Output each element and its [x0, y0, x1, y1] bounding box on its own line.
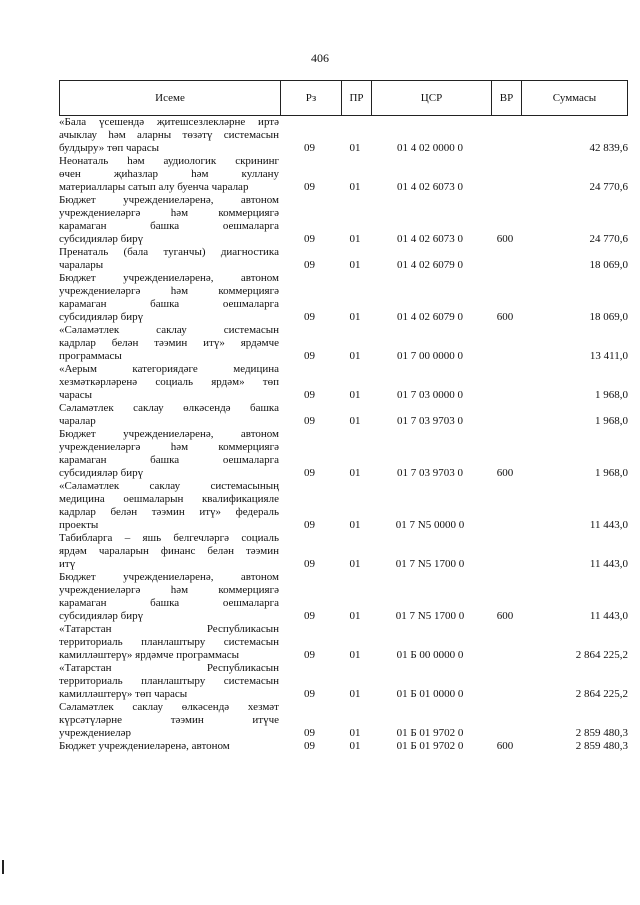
- row-name-line: программасы: [59, 350, 122, 362]
- row-name: [59, 324, 279, 363]
- row-name-line: «Сәламәтлек саклау системасының: [59, 480, 279, 492]
- row-pr: 01: [349, 519, 361, 531]
- table-body: [59, 116, 628, 753]
- row-name-line: субсидияләр бирү: [59, 467, 144, 479]
- row-rz: 09: [304, 688, 315, 700]
- row-vr: 600: [496, 610, 514, 622]
- row-name: [59, 116, 279, 155]
- row-rz: 09: [304, 350, 315, 362]
- row-pr: 01: [349, 233, 361, 245]
- table-row: [59, 740, 628, 753]
- row-rz: 09: [304, 649, 315, 661]
- row-name: [59, 701, 279, 740]
- row-csr: 01 7 N5 0000 0: [395, 519, 465, 531]
- row-name-line: Пренаталь (бала туганчы) диагностика: [59, 246, 279, 258]
- row-pr: 01: [349, 259, 361, 271]
- row-rz: 09: [304, 467, 315, 479]
- row-name-line: Табибларга – яшь белгечләргә социаль: [59, 532, 279, 544]
- row-name-line: булдыру» төп чарасы: [59, 142, 160, 154]
- row-pr: 01: [349, 350, 361, 362]
- row-name-line: учреждениеләр: [59, 727, 132, 739]
- row-pr: 01: [349, 610, 361, 622]
- row-name-line: проекты: [59, 519, 99, 531]
- row-name-line: карамаган башка оешмаларга: [59, 220, 279, 232]
- row-vr: 600: [496, 740, 514, 752]
- row-csr: 01 4 02 6079 0: [397, 311, 463, 323]
- row-name-line: итү: [59, 558, 76, 570]
- row-pr: 01: [349, 558, 361, 570]
- row-name-line: Бюджет учреждениеләренә, автоном: [59, 740, 230, 752]
- row-csr: 01 Б 01 9702 0: [396, 727, 464, 739]
- row-rz: 09: [304, 610, 315, 622]
- row-csr: 01 4 02 6073 0: [397, 181, 463, 193]
- row-csr: 01 4 02 6073 0: [397, 233, 463, 245]
- row-name: [59, 246, 279, 272]
- table-row: [59, 363, 628, 402]
- row-pr: 01: [349, 649, 361, 661]
- table-row: [59, 480, 628, 532]
- row-rz: 09: [304, 311, 315, 323]
- row-name: [59, 194, 279, 246]
- table-row: [59, 402, 628, 428]
- row-sum: 24 770,6: [589, 233, 628, 245]
- table-row: [59, 662, 628, 701]
- row-sum: 42 839,6: [589, 142, 628, 154]
- row-rz: 09: [304, 415, 315, 427]
- row-pr: 01: [349, 688, 361, 700]
- row-name-line: карамаган башка оешмаларга: [59, 298, 279, 310]
- row-csr: 01 Б 00 0000 0: [396, 649, 464, 661]
- row-name-line: «Бала үсешендә җитешсезлекләрне иртә: [59, 116, 279, 128]
- row-pr: 01: [349, 740, 361, 752]
- row-name: [59, 571, 279, 623]
- row-name: [59, 428, 279, 480]
- column-header-rz: Рз: [280, 81, 341, 115]
- table-row: [59, 194, 628, 246]
- row-name-line: учреждениеләргә һәм коммерциягә: [59, 207, 279, 219]
- margin-mark: [2, 860, 4, 874]
- row-csr: 01 4 02 0000 0: [397, 142, 463, 154]
- row-name-line: Бюджет учреждениеләренә, автоном: [59, 571, 279, 583]
- row-csr: 01 Б 01 9702 0: [396, 740, 464, 752]
- table-row: [59, 571, 628, 623]
- table-row: [59, 623, 628, 662]
- row-name-line: территориаль планлаштыру системасын: [59, 636, 279, 648]
- row-name-line: субсидияләр бирү: [59, 311, 144, 323]
- row-pr: 01: [349, 415, 361, 427]
- row-name-line: Бюджет учреждениеләренә, автоном: [59, 428, 279, 440]
- row-sum: 2 859 480,3: [575, 727, 628, 739]
- row-name-line: карамаган башка оешмаларга: [59, 454, 279, 466]
- row-csr: 01 7 03 9703 0: [397, 415, 463, 427]
- row-sum: 13 411,0: [589, 350, 628, 362]
- row-vr: 600: [496, 467, 514, 479]
- row-name-line: Сәламәтлек саклау өлкәсендә башка: [59, 402, 279, 414]
- row-name: [59, 740, 279, 753]
- column-header-csr: ЦСР: [371, 81, 491, 115]
- column-header-vr: ВР: [491, 81, 521, 115]
- row-name-line: материаллары сатып алу буенча чаралар: [59, 181, 249, 193]
- table-row: [59, 155, 628, 194]
- row-name-line: учреждениеләргә һәм коммерциягә: [59, 584, 279, 596]
- table-row: [59, 532, 628, 571]
- row-name-line: субсидияләр бирү: [59, 233, 144, 245]
- row-name-line: ачыклау һәм аларны төзәтү системасын: [59, 129, 279, 141]
- table-row: [59, 324, 628, 363]
- row-name-line: камилләштерү» ярдәмче программасы: [59, 649, 239, 661]
- row-name-line: субсидияләр бирү: [59, 610, 144, 622]
- row-rz: 09: [304, 519, 315, 531]
- row-name: [59, 363, 279, 402]
- row-name-line: территориаль планлаштыру системасын: [59, 675, 279, 687]
- row-name-line: учреждениеләргә һәм коммерциягә: [59, 441, 279, 453]
- row-name-line: чарасы: [59, 389, 93, 401]
- row-name-line: чаралар: [59, 415, 96, 427]
- row-name-line: Бюджет учреждениеләренә, автоном: [59, 194, 279, 206]
- row-pr: 01: [349, 467, 361, 479]
- row-name-line: Неонаталь һәм аудиологик скрининг: [59, 155, 279, 167]
- row-sum: 1 968,0: [595, 467, 628, 479]
- table-row: [59, 116, 628, 155]
- row-name-line: кадрлар белән тәэмин итү» федераль: [59, 506, 279, 518]
- row-name: [59, 155, 279, 194]
- column-header-sum: Суммасы: [521, 81, 627, 115]
- row-name-line: кадрлар белән тәэмин итү» ярдәмче: [59, 337, 279, 349]
- row-name-line: камилләштерү» төп чарасы: [59, 688, 188, 700]
- row-name: [59, 623, 279, 662]
- table-row: [59, 428, 628, 480]
- row-sum: 1 968,0: [595, 389, 628, 401]
- row-vr: 600: [496, 233, 514, 245]
- row-name-line: «Аерым категориядәге медицина: [59, 363, 279, 375]
- row-pr: 01: [349, 142, 361, 154]
- row-rz: 09: [304, 727, 315, 739]
- row-name-line: учреждениеләргә һәм коммерциягә: [59, 285, 279, 297]
- row-csr: 01 7 00 0000 0: [397, 350, 463, 362]
- row-sum: 2 864 225,2: [575, 649, 628, 661]
- table-row: [59, 272, 628, 324]
- row-name: [59, 480, 279, 532]
- row-rz: 09: [304, 259, 315, 271]
- row-sum: 1 968,0: [595, 415, 628, 427]
- column-header-pr: ПР: [341, 81, 371, 115]
- row-rz: 09: [304, 740, 315, 752]
- row-sum: 18 069,0: [589, 311, 628, 323]
- row-rz: 09: [304, 142, 315, 154]
- row-csr: 01 7 03 9703 0: [397, 467, 463, 479]
- row-name-line: өчен җиһазлар һәм куллану: [59, 168, 279, 180]
- row-sum: 18 069,0: [589, 259, 628, 271]
- row-rz: 09: [304, 181, 315, 193]
- row-name: [59, 402, 279, 428]
- row-name-line: Бюджет учреждениеләренә, автоном: [59, 272, 279, 284]
- row-name-line: чаралары: [59, 259, 104, 271]
- row-sum: 2 859 480,3: [575, 740, 628, 752]
- row-name-line: «Татарстан Республикасын: [59, 623, 279, 635]
- row-name: [59, 662, 279, 701]
- row-name-line: хезмәткәрләренә социаль ярдәм» төп: [59, 376, 279, 388]
- row-sum: 11 443,0: [589, 519, 628, 531]
- row-pr: 01: [349, 389, 361, 401]
- table-row: [59, 246, 628, 272]
- row-pr: 01: [349, 181, 361, 193]
- row-name-line: ярдәм чараларын финанс белән тәэмин: [59, 545, 279, 557]
- row-name-line: «Татарстан Республикасын: [59, 662, 279, 674]
- row-sum: 11 443,0: [589, 558, 628, 570]
- row-name-line: «Сәламәтлек саклау системасын: [59, 324, 279, 336]
- row-name-line: Сәламәтлек саклау өлкәсендә хезмәт: [59, 701, 279, 713]
- page-number: 406: [311, 51, 329, 65]
- row-sum: 24 770,6: [589, 181, 628, 193]
- row-name: [59, 532, 279, 571]
- row-csr: 01 Б 01 0000 0: [396, 688, 464, 700]
- row-csr: 01 7 03 0000 0: [397, 389, 463, 401]
- row-csr: 01 4 02 6079 0: [397, 259, 463, 271]
- row-sum: 11 443,0: [589, 610, 628, 622]
- row-csr: 01 7 N5 1700 0: [395, 558, 465, 570]
- row-csr: 01 7 N5 1700 0: [395, 610, 465, 622]
- row-vr: 600: [496, 311, 514, 323]
- row-rz: 09: [304, 558, 315, 570]
- row-pr: 01: [349, 727, 361, 739]
- row-rz: 09: [304, 233, 315, 245]
- row-rz: 09: [304, 389, 315, 401]
- row-name-line: медицина оешмаларын квалификацияле: [59, 493, 279, 505]
- column-header-name: Исеме: [155, 92, 185, 104]
- table-header: [59, 80, 628, 116]
- row-name-line: карамаган башка оешмаларга: [59, 597, 279, 609]
- row-sum: 2 864 225,2: [575, 688, 628, 700]
- row-pr: 01: [349, 311, 361, 323]
- row-name-line: күрсәтүләрне тәэмин итүче: [59, 714, 279, 726]
- table-row: [59, 701, 628, 740]
- row-name: [59, 272, 279, 324]
